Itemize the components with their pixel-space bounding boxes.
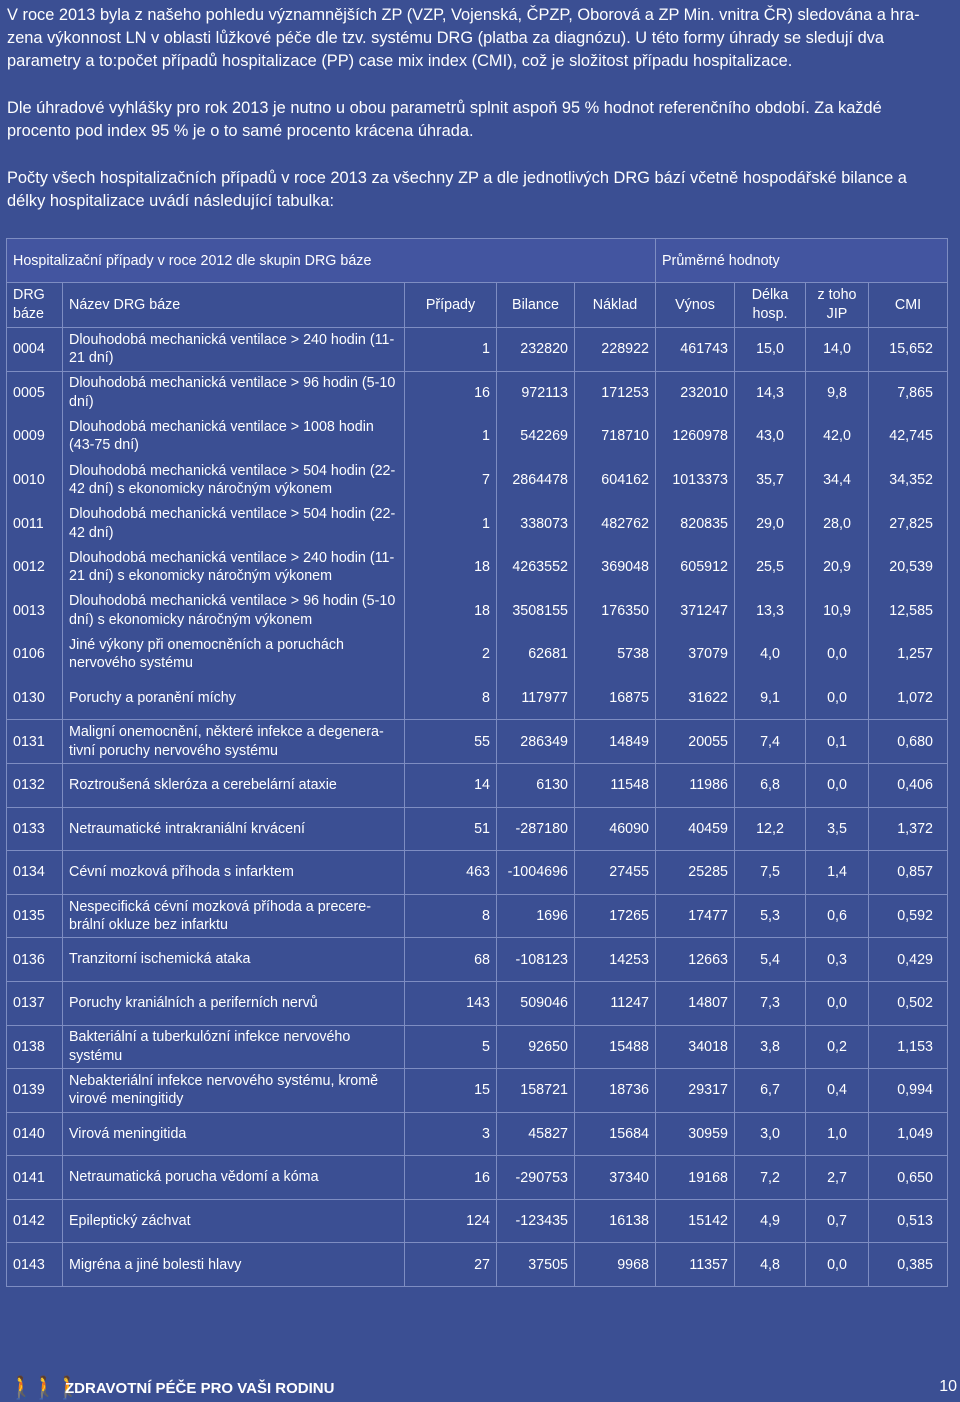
row-icu: 1,0 (806, 1112, 869, 1156)
row-revenue: 11357 (656, 1243, 735, 1287)
row-cmi: 0,680 (869, 720, 948, 764)
row-balance: -123435 (497, 1199, 575, 1243)
row-cmi: 0,857 (869, 851, 948, 895)
col-header-balance: Bilance (497, 283, 575, 328)
row-icu: 9,8 (806, 371, 869, 415)
row-cmi: 0,650 (869, 1156, 948, 1200)
row-code: 0139 (7, 1069, 63, 1113)
col-header-cases: Případy (405, 283, 497, 328)
row-revenue: 15142 (656, 1199, 735, 1243)
row-name: Nebakteriální infekce nervového systému, kromě virové meningitidy (63, 1069, 405, 1113)
table-row (7, 502, 948, 546)
row-balance: 117977 (497, 676, 575, 720)
row-icu: 0,1 (806, 720, 869, 764)
row-cmi: 15,652 (869, 328, 948, 372)
row-name: Poruchy kraniálních a periferních nervů (63, 981, 405, 1025)
row-name: Dlouhodobá mechanická ventilace > 504 hodin (22-42 dní) s ekonomicky náročným výkonem (63, 458, 405, 502)
row-length: 43,0 (735, 415, 806, 459)
row-cases: 1 (405, 415, 497, 459)
row-cases: 18 (405, 545, 497, 589)
row-balance: 509046 (497, 981, 575, 1025)
row-balance: -290753 (497, 1156, 575, 1200)
row-cmi: 0,406 (869, 763, 948, 807)
row-code: 0133 (7, 807, 63, 851)
row-length: 4,0 (735, 633, 806, 677)
row-length: 35,7 (735, 458, 806, 502)
row-code: 0138 (7, 1025, 63, 1069)
row-cost: 15488 (575, 1025, 656, 1069)
row-revenue: 605912 (656, 545, 735, 589)
row-cost: 17265 (575, 894, 656, 938)
row-length: 13,3 (735, 589, 806, 633)
row-icu: 34,4 (806, 458, 869, 502)
row-code: 0135 (7, 894, 63, 938)
row-cost: 11548 (575, 763, 656, 807)
row-cost: 176350 (575, 589, 656, 633)
row-name: Dlouhodobá mechanická ventilace > 96 hodin (5-10 dní) (63, 371, 405, 415)
intro-paragraph-1: V roce 2013 byla z našeho pohledu významnějších ZP (VZP, Vojenská, ČPZP, Oborová a ZP Min. vnitra ČR) sledována a hra-zena výkonnost LN v oblasti lůžkové péče dle tzv. systému DRG (platba za diagnózu). U této formy úhrady se sledují dva parametry a to:počet případů hospitalizace (PP) case mix index (CMI), což je složitost případu hospitalizace. (7, 6, 920, 70)
row-icu: 0,0 (806, 676, 869, 720)
row-name: Poruchy a poranění míchy (63, 676, 405, 720)
footer-slogan: ZDRAVOTNÍ PÉČE PRO VAŠI RODINU (65, 1380, 335, 1397)
row-cmi: 0,429 (869, 938, 948, 982)
row-cost: 27455 (575, 851, 656, 895)
row-length: 7,4 (735, 720, 806, 764)
row-icu: 10,9 (806, 589, 869, 633)
row-code: 0142 (7, 1199, 63, 1243)
row-code: 0137 (7, 981, 63, 1025)
row-balance: 286349 (497, 720, 575, 764)
row-name: Dlouhodobá mechanická ventilace > 504 hodin (22-42 dní) (63, 502, 405, 546)
row-length: 3,8 (735, 1025, 806, 1069)
row-cases: 16 (405, 371, 497, 415)
row-name: Virová meningitida (63, 1112, 405, 1156)
row-name: Tranzitorní ischemická ataka (63, 938, 405, 982)
row-cost: 482762 (575, 502, 656, 546)
row-balance: 232820 (497, 328, 575, 372)
col-header-cost: Náklad (575, 283, 656, 328)
row-balance: 158721 (497, 1069, 575, 1113)
row-cost: 14253 (575, 938, 656, 982)
table-row (7, 633, 948, 677)
row-cmi: 1,072 (869, 676, 948, 720)
row-length: 14,3 (735, 371, 806, 415)
row-icu: 28,0 (806, 502, 869, 546)
row-code: 0009 (7, 415, 63, 459)
row-name: Roztroušená skleróza a cerebelární ataxie (63, 763, 405, 807)
row-code: 0130 (7, 676, 63, 720)
row-name: Nespecifická cévní mozková příhoda a precere-brální okluze bez infarktu (63, 894, 405, 938)
row-name: Dlouhodobá mechanická ventilace > 96 hodin (5-10 dní) s ekonomicky náročným výkonem (63, 589, 405, 633)
table-row (7, 328, 948, 372)
col-header-length: Délka hosp. (735, 283, 806, 328)
row-cases: 143 (405, 981, 497, 1025)
table-row (7, 807, 948, 851)
row-revenue: 20055 (656, 720, 735, 764)
row-icu: 0,4 (806, 1069, 869, 1113)
row-revenue: 25285 (656, 851, 735, 895)
row-balance: 6130 (497, 763, 575, 807)
intro-paragraph-3: Počty všech hospitalizačních případů v roce 2013 za všechny ZP a dle jednotlivých DRG bází včetně hospodářské bilance a délky hospitalizace uvádí následující tabulka: (7, 169, 907, 210)
row-icu: 14,0 (806, 328, 869, 372)
row-length: 5,3 (735, 894, 806, 938)
row-cmi: 1,049 (869, 1112, 948, 1156)
row-cases: 27 (405, 1243, 497, 1287)
row-code: 0011 (7, 502, 63, 546)
row-icu: 0,0 (806, 981, 869, 1025)
col-header-cmi: CMI (869, 283, 948, 328)
row-code: 0012 (7, 545, 63, 589)
row-cost: 228922 (575, 328, 656, 372)
row-length: 9,1 (735, 676, 806, 720)
row-name: Dlouhodobá mechanická ventilace > 240 hodin (11-21 dní) (63, 328, 405, 372)
row-cost: 5738 (575, 633, 656, 677)
row-revenue: 29317 (656, 1069, 735, 1113)
row-revenue: 232010 (656, 371, 735, 415)
row-cmi: 1,372 (869, 807, 948, 851)
row-length: 4,8 (735, 1243, 806, 1287)
row-cases: 5 (405, 1025, 497, 1069)
row-cost: 37340 (575, 1156, 656, 1200)
row-cases: 55 (405, 720, 497, 764)
row-cases: 68 (405, 938, 497, 982)
row-cases: 16 (405, 1156, 497, 1200)
row-revenue: 371247 (656, 589, 735, 633)
page-footer (0, 1370, 960, 1402)
table-row (7, 894, 948, 938)
row-cases: 18 (405, 589, 497, 633)
row-code: 0136 (7, 938, 63, 982)
table-column-header (7, 283, 948, 328)
row-balance: 3508155 (497, 589, 575, 633)
row-code: 0106 (7, 633, 63, 677)
row-name: Migréna a jiné bolesti hlavy (63, 1243, 405, 1287)
row-balance: -287180 (497, 807, 575, 851)
row-revenue: 17477 (656, 894, 735, 938)
col-header-code: DRG báze (7, 283, 63, 328)
row-length: 6,7 (735, 1069, 806, 1113)
row-code: 0005 (7, 371, 63, 415)
row-balance: 338073 (497, 502, 575, 546)
col-header-revenue: Výnos (656, 283, 735, 328)
row-cmi: 12,585 (869, 589, 948, 633)
row-name: Netraumatická porucha vědomí a kóma (63, 1156, 405, 1200)
row-cmi: 0,502 (869, 981, 948, 1025)
row-length: 7,3 (735, 981, 806, 1025)
row-revenue: 11986 (656, 763, 735, 807)
row-balance: 4263552 (497, 545, 575, 589)
row-icu: 0,0 (806, 763, 869, 807)
row-cmi: 0,385 (869, 1243, 948, 1287)
table-row (7, 1243, 948, 1287)
row-name: Epileptický záchvat (63, 1199, 405, 1243)
row-revenue: 31622 (656, 676, 735, 720)
row-code: 0004 (7, 328, 63, 372)
row-cost: 16875 (575, 676, 656, 720)
row-balance: 972113 (497, 371, 575, 415)
row-cases: 463 (405, 851, 497, 895)
table-row (7, 1069, 948, 1113)
row-code: 0013 (7, 589, 63, 633)
row-code: 0132 (7, 763, 63, 807)
row-balance: 542269 (497, 415, 575, 459)
row-cmi: 0,513 (869, 1199, 948, 1243)
row-cases: 3 (405, 1112, 497, 1156)
group-header-cases: Hospitalizační případy v roce 2012 dle skupin DRG báze (7, 239, 656, 283)
row-revenue: 37079 (656, 633, 735, 677)
table-row (7, 415, 948, 459)
table-row (7, 458, 948, 502)
row-length: 12,2 (735, 807, 806, 851)
table-row (7, 589, 948, 633)
row-icu: 0,7 (806, 1199, 869, 1243)
row-length: 25,5 (735, 545, 806, 589)
row-cmi: 1,257 (869, 633, 948, 677)
table-row (7, 720, 948, 764)
row-name: Cévní mozková příhoda s infarktem (63, 851, 405, 895)
table-row (7, 676, 948, 720)
page-number: 10 (939, 1378, 957, 1395)
row-icu: 0,0 (806, 633, 869, 677)
row-balance: -1004696 (497, 851, 575, 895)
row-cost: 369048 (575, 545, 656, 589)
row-revenue: 30959 (656, 1112, 735, 1156)
row-revenue: 14807 (656, 981, 735, 1025)
row-name: Dlouhodobá mechanická ventilace > 240 hodin (11-21 dní) s ekonomicky náročným výkonem (63, 545, 405, 589)
row-balance: 45827 (497, 1112, 575, 1156)
row-cases: 8 (405, 894, 497, 938)
row-cost: 14849 (575, 720, 656, 764)
col-header-icu: z toho JIP (806, 283, 869, 328)
row-cases: 7 (405, 458, 497, 502)
intro-paragraph-2: Dle úhradové vyhlášky pro rok 2013 je nutno u obou parametrů splnit aspoň 95 % hodnot referenčního období. Za každé procento pod index 95 % je o to samé procento krácena úhrada. (7, 99, 882, 140)
row-revenue: 12663 (656, 938, 735, 982)
row-cmi: 42,745 (869, 415, 948, 459)
group-header-averages: Průměrné hodnoty (656, 239, 948, 283)
row-length: 7,2 (735, 1156, 806, 1200)
row-icu: 2,7 (806, 1156, 869, 1200)
row-cmi: 0,592 (869, 894, 948, 938)
row-icu: 3,5 (806, 807, 869, 851)
row-cmi: 7,865 (869, 371, 948, 415)
row-name: Jiné výkony při onemocněních a poruchách nervového systému (63, 633, 405, 677)
table-row (7, 763, 948, 807)
row-name: Maligní onemocnění, některé infekce a degenera-tivní poruchy nervového systému (63, 720, 405, 764)
table-row (7, 1112, 948, 1156)
row-cmi: 20,539 (869, 545, 948, 589)
row-revenue: 820835 (656, 502, 735, 546)
row-cost: 171253 (575, 371, 656, 415)
row-cost: 46090 (575, 807, 656, 851)
intro-text (7, 4, 947, 213)
drg-table-container (6, 238, 934, 1287)
row-balance: -108123 (497, 938, 575, 982)
row-length: 7,5 (735, 851, 806, 895)
table-row (7, 1199, 948, 1243)
row-cmi: 1,153 (869, 1025, 948, 1069)
row-revenue: 34018 (656, 1025, 735, 1069)
row-length: 29,0 (735, 502, 806, 546)
row-cases: 2 (405, 633, 497, 677)
row-code: 0134 (7, 851, 63, 895)
row-length: 5,4 (735, 938, 806, 982)
table-row (7, 371, 948, 415)
row-cases: 1 (405, 328, 497, 372)
row-balance: 2864478 (497, 458, 575, 502)
row-icu: 0,2 (806, 1025, 869, 1069)
row-cases: 1 (405, 502, 497, 546)
row-icu: 0,3 (806, 938, 869, 982)
row-cost: 18736 (575, 1069, 656, 1113)
row-balance: 37505 (497, 1243, 575, 1287)
row-revenue: 19168 (656, 1156, 735, 1200)
row-revenue: 1260978 (656, 415, 735, 459)
row-cmi: 27,825 (869, 502, 948, 546)
row-icu: 20,9 (806, 545, 869, 589)
row-length: 3,0 (735, 1112, 806, 1156)
table-row (7, 1156, 948, 1200)
table-row (7, 545, 948, 589)
table-row (7, 851, 948, 895)
row-length: 6,8 (735, 763, 806, 807)
row-code: 0010 (7, 458, 63, 502)
row-balance: 92650 (497, 1025, 575, 1069)
row-cases: 14 (405, 763, 497, 807)
table-group-header (7, 239, 948, 283)
row-icu: 0,6 (806, 894, 869, 938)
table-row (7, 938, 948, 982)
row-name: Bakteriální a tuberkulózní infekce nervového systému (63, 1025, 405, 1069)
row-cases: 8 (405, 676, 497, 720)
row-balance: 1696 (497, 894, 575, 938)
row-cases: 51 (405, 807, 497, 851)
row-icu: 42,0 (806, 415, 869, 459)
row-cmi: 0,994 (869, 1069, 948, 1113)
row-revenue: 461743 (656, 328, 735, 372)
row-length: 15,0 (735, 328, 806, 372)
row-code: 0140 (7, 1112, 63, 1156)
row-icu: 0,0 (806, 1243, 869, 1287)
row-cost: 11247 (575, 981, 656, 1025)
row-cost: 15684 (575, 1112, 656, 1156)
row-cases: 15 (405, 1069, 497, 1113)
row-balance: 62681 (497, 633, 575, 677)
table-row (7, 981, 948, 1025)
row-revenue: 40459 (656, 807, 735, 851)
row-code: 0143 (7, 1243, 63, 1287)
row-icu: 1,4 (806, 851, 869, 895)
row-code: 0141 (7, 1156, 63, 1200)
drg-table (6, 238, 948, 1287)
row-code: 0131 (7, 720, 63, 764)
row-cost: 718710 (575, 415, 656, 459)
row-cost: 604162 (575, 458, 656, 502)
row-name: Netraumatické intrakraniální krvácení (63, 807, 405, 851)
table-row (7, 1025, 948, 1069)
family-figures-icon: 🚶🚶🚶 (8, 1375, 79, 1400)
col-header-name: Název DRG báze (63, 283, 405, 328)
row-cases: 124 (405, 1199, 497, 1243)
row-revenue: 1013373 (656, 458, 735, 502)
row-length: 4,9 (735, 1199, 806, 1243)
row-name: Dlouhodobá mechanická ventilace > 1008 hodin (43-75 dní) (63, 415, 405, 459)
row-cmi: 34,352 (869, 458, 948, 502)
row-cost: 16138 (575, 1199, 656, 1243)
table-body (7, 328, 948, 1287)
row-cost: 9968 (575, 1243, 656, 1287)
